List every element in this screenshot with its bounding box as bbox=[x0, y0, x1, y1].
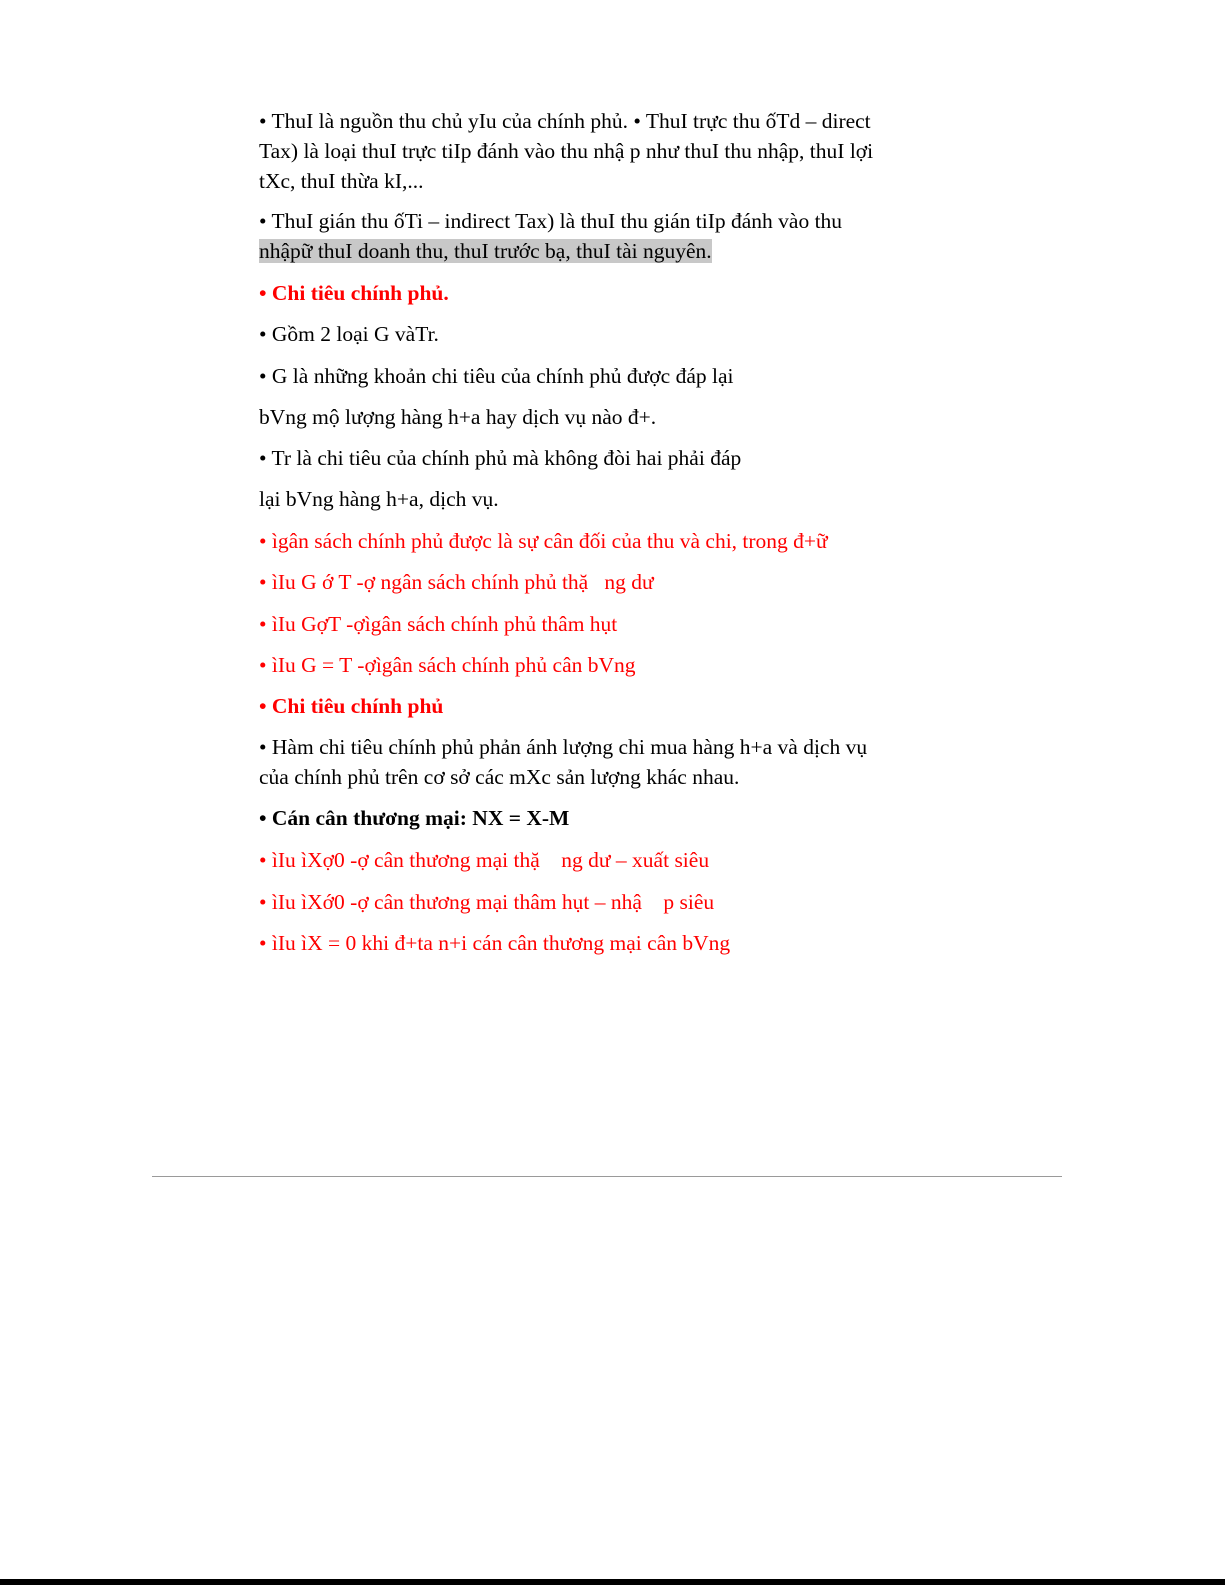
red-text-line: • ìIu ìX = 0 khi đ+ta n+i cán cân thương mại cân bVng bbox=[259, 931, 731, 955]
text-line: của chính phủ trên cơ sở các mXc sản lượng khác nhau. bbox=[259, 765, 740, 789]
heading-chi-tieu-chinh-phu-2: • Chi tiêu chính phủ bbox=[259, 694, 444, 718]
text-line: lại bVng hàng h+a, dịch vụ. bbox=[259, 487, 499, 511]
red-text-line: • ìIu G = T -ợìgân sách chính phủ cân bVng bbox=[259, 653, 636, 677]
paragraph-thue-truc-thu bbox=[259, 106, 873, 196]
heading-can-can-thuong-mai: • Cán cân thương mại: NX = X-M bbox=[259, 806, 570, 830]
red-text-line: • ìIu G ớ T -ợ ngân sách chính phủ thặ ng dư bbox=[259, 570, 654, 594]
red-text-line: • ìIu ìXớ0 -ợ cân thương mại thâm hụt – nhậ p siêu bbox=[259, 890, 715, 914]
text-line: tXc, thuI thừa kI,... bbox=[259, 169, 424, 193]
heading-chi-tieu-chinh-phu: • Chi tiêu chính phủ. bbox=[259, 281, 449, 305]
paragraph-thue-gian-thu bbox=[259, 206, 842, 266]
text-line: • G là những khoản chi tiêu của chính phủ được đáp lại bbox=[259, 364, 734, 388]
text-line: • Hàm chi tiêu chính phủ phản ánh lượng chi mua hàng h+a và dịch vụ bbox=[259, 735, 868, 759]
text-line: • Gồm 2 loại G vàTr. bbox=[259, 322, 439, 346]
text-line: • ThuI gián thu ốTi – indirect Tax) là thuI thu gián tiIp đánh vào thu bbox=[259, 209, 843, 233]
page-bottom-edge bbox=[0, 1579, 1225, 1585]
highlighted-text: nhậpữ thuI doanh thu, thuI trước bạ, thuI tài nguyên. bbox=[259, 239, 712, 263]
red-text-line: • ìIu GợT -ợìgân sách chính phủ thâm hụt bbox=[259, 612, 618, 636]
text-line: Tax) là loại thuI trực tiIp đánh vào thu nhậ p như thuI thu nhập, thuI lợi bbox=[259, 139, 874, 163]
paragraph-ham-chi-tieu bbox=[259, 732, 867, 792]
text-line: • ThuI là nguồn thu chủ yIu của chính phủ. • ThuI trực thu ốTd – direct bbox=[259, 109, 871, 133]
highlighted-line-wrapper bbox=[259, 236, 842, 266]
red-text-line: • ìIu ìXợ0 -ợ cân thương mại thặ ng dư – xuất siêu bbox=[259, 848, 710, 872]
page-divider bbox=[152, 1176, 1062, 1177]
red-text-line: • ìgân sách chính phủ được là sự cân đối của thu và chi, trong đ+ữ bbox=[259, 529, 828, 553]
text-line: • Tr là chi tiêu của chính phủ mà không đòi hai phải đáp bbox=[259, 446, 742, 470]
text-line: bVng mộ lượng hàng h+a hay dịch vụ nào đ+. bbox=[259, 405, 657, 429]
